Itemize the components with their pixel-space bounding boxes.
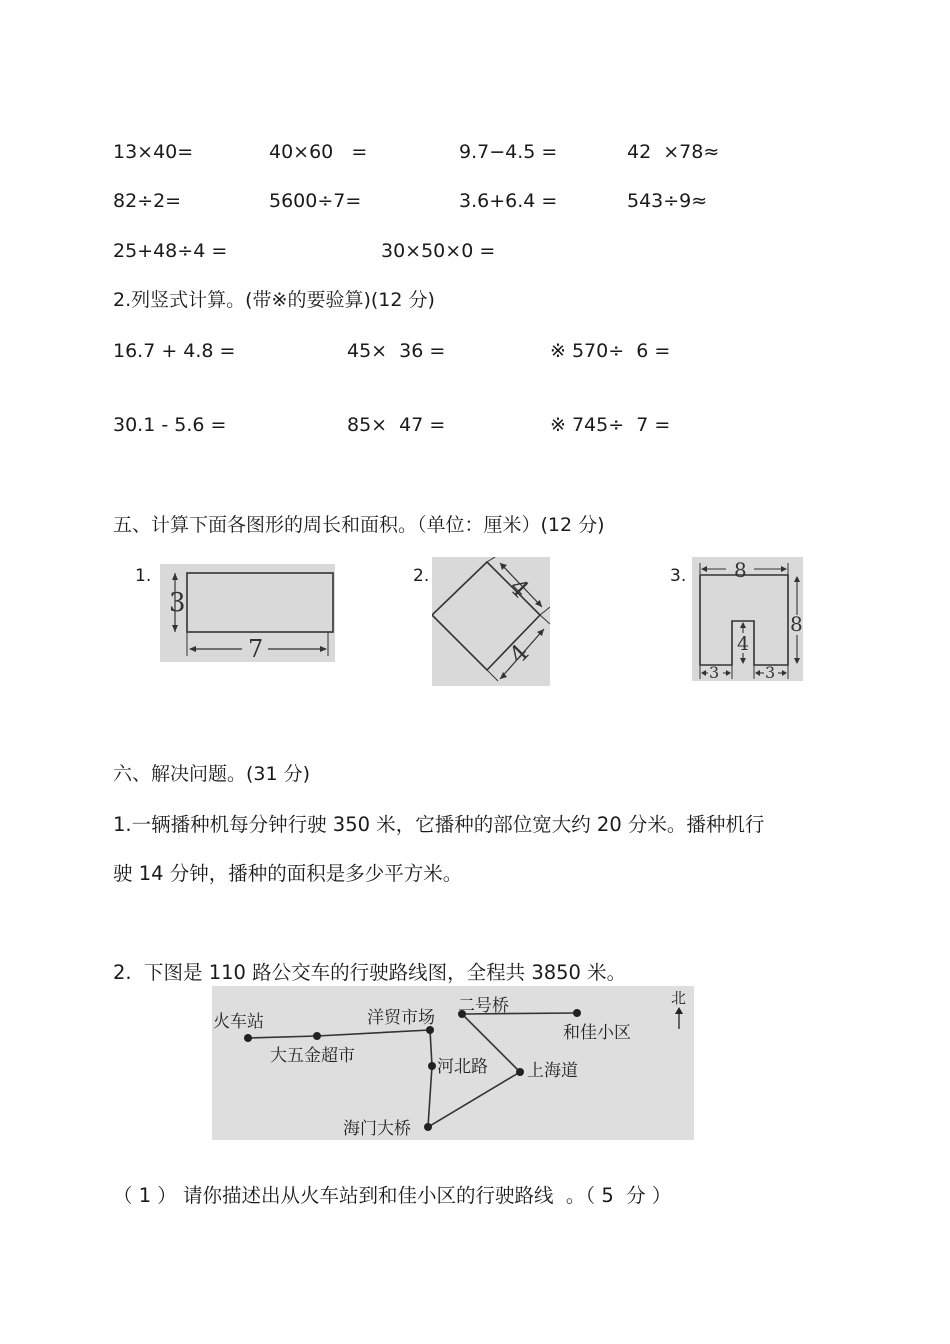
vertical-calc-2-1: 30.1 - 5.6 = (113, 414, 227, 436)
stop-train-station: 火车站 (213, 1012, 264, 1032)
vertical-calc-1-1: 16.7 + 4.8 = (113, 340, 236, 362)
oral-calc-3-2: 30×50×0 = (381, 240, 496, 262)
question1-line2: 驶 14 分钟，播种的面积是多少平方米。 (113, 862, 463, 885)
vertical-calc-1-3: ※ 570÷ 6 = (550, 340, 671, 362)
question1-line1: 1.一辆播种机每分钟行驶 350 米，它播种的部位宽大约 20 分米。播种机行 (113, 813, 765, 836)
figure2-side-label-b: 4 (503, 638, 535, 670)
stop-erhao-bridge: 二号桥 (458, 996, 509, 1016)
figure2-side-label-a: 4 (503, 572, 535, 604)
figure3-n-shape (692, 557, 803, 681)
question2-sub1: （ 1 ） 请你描述出从火车站到和佳小区的行驶路线 。（ 5 分 ） (113, 1184, 672, 1207)
section5-heading: 五、计算下面各图形的周长和面积。（单位：厘米）(12 分) (113, 514, 605, 536)
figure3-number: 3. (670, 566, 687, 586)
figure3-bottom-right-label: 3 (765, 663, 776, 681)
figure3-inner-label: 4 (737, 633, 750, 655)
section6-heading: 六、解决问题。(31 分) (113, 763, 311, 785)
figure1-rectangle (160, 564, 335, 662)
figure1-height-label: 3 (169, 588, 186, 618)
oral-calc-3-1: 25+48÷4 = (113, 240, 228, 262)
figure1-number: 1. (135, 566, 152, 586)
oral-calc-1-2: 40×60 = (269, 141, 368, 163)
oral-calc-2-4: 543÷9≈ (627, 190, 708, 212)
vertical-calc-2-2: 85× 47 = (347, 414, 446, 436)
stop-hebei-road: 河北路 (437, 1057, 488, 1077)
oral-calc-2-3: 3.6+6.4 = (459, 190, 558, 212)
stop-shanghai-road: 上海道 (527, 1061, 578, 1081)
figure2-number: 2. (413, 566, 430, 586)
figure3-bottom-left-label: 3 (709, 663, 720, 681)
figure1-width-label: 7 (248, 635, 264, 662)
oral-calc-1-1: 13×40= (113, 141, 194, 163)
oral-calc-1-3: 9.7−4.5 = (459, 141, 558, 163)
figure2-square (432, 557, 550, 686)
stop-haimen-bridge: 海门大桥 (343, 1119, 411, 1139)
vertical-calc-1-2: 45× 36 = (347, 340, 446, 362)
oral-calc-2-2: 5600÷7= (269, 190, 362, 212)
vertical-calc-2-3: ※ 745÷ 7 = (550, 414, 671, 436)
oral-calc-2-1: 82÷2= (113, 190, 182, 212)
stop-yangmao-market: 洋贸市场 (367, 1008, 435, 1028)
stop-hardware-supermarket: 大五金超市 (270, 1046, 355, 1066)
bus-route-map (212, 986, 694, 1140)
vertical-calc-heading: 2.列竖式计算。(带※的要验算)(12 分) (113, 289, 435, 311)
question2-text: 2. 下图是 110 路公交车的行驶路线图，全程共 3850 米。 (113, 961, 627, 984)
north-label: 北 (671, 989, 687, 1007)
oral-calc-1-4: 42 ×78≈ (627, 141, 720, 163)
figure3-right-label: 8 (790, 612, 803, 636)
stop-hejia-community: 和佳小区 (563, 1023, 631, 1043)
figure3-top-label: 8 (734, 558, 747, 582)
